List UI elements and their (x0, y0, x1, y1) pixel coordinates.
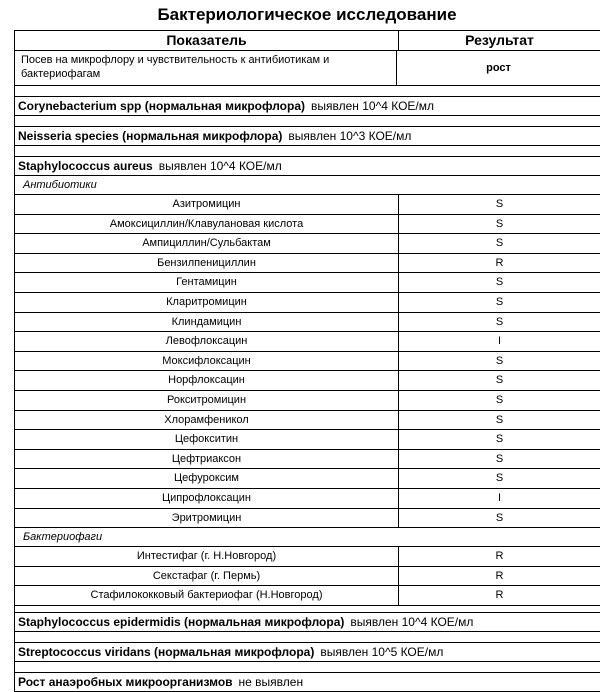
antibiotic-row-name: Азитромицин (14, 195, 399, 214)
antibiotic-row-name: Цефтриаксон (14, 450, 399, 469)
organism-row (14, 96, 600, 116)
antibiotic-row (14, 469, 600, 489)
phage-row-name: Секстафаг (г. Пермь) (14, 567, 399, 586)
antibiotic-row (14, 489, 600, 509)
organism-result: выявлен 10^5 КОЕ/мл (320, 644, 444, 659)
spacer (14, 632, 600, 642)
organism-row (14, 126, 600, 146)
antibiotic-row (14, 352, 600, 372)
antibiotic-row (14, 215, 600, 235)
organism-name: Corynebacterium spp (нормальная микрофлора) (18, 99, 306, 113)
spacer (14, 662, 600, 672)
phage-row (14, 547, 600, 567)
antibiotic-row (14, 430, 600, 450)
organism-row (14, 612, 600, 632)
antibiotic-row-value: S (495, 413, 504, 426)
organism-result: не выявлен (238, 674, 304, 689)
antibiotic-row-name: Гентамицин (14, 273, 399, 292)
antibiotics-section-label: Антибиотики (14, 176, 600, 195)
antibiotic-row-name: Эритромицин (14, 509, 399, 528)
antibiotic-row (14, 313, 600, 333)
antibiotic-row-value: S (495, 452, 504, 465)
header-result: Результат (465, 32, 534, 48)
organism-result: выявлен 10^3 КОЕ/мл (288, 129, 412, 143)
antibiotic-row (14, 293, 600, 313)
organism-name: Staphylococcus aureus (18, 159, 153, 173)
antibiotic-row-name: Бензилпенициллин (14, 254, 399, 273)
organism-row (14, 672, 600, 692)
header-indicator: Показатель (14, 31, 399, 50)
antibiotic-row-value: S (495, 295, 504, 308)
antibiotic-row-value: I (497, 491, 502, 504)
organism-result: выявлен 10^4 КОЕ/мл (311, 99, 435, 113)
antibiotic-row-value: S (495, 393, 504, 406)
antibiotic-row-name: Левофлоксацин (14, 332, 399, 351)
spacer (14, 146, 600, 156)
antibiotic-row (14, 391, 600, 411)
antibiotic-row-name: Кларитромицин (14, 293, 399, 312)
organism-result: выявлен 10^4 КОЕ/мл (350, 614, 474, 629)
organism-row (14, 156, 600, 176)
antibiotic-row-value: S (495, 433, 504, 446)
organism-row (14, 642, 600, 662)
phage-row (14, 567, 600, 587)
phage-row-value: R (495, 589, 504, 602)
table-header (14, 31, 600, 51)
phages-section-label: Бактериофаги (14, 528, 600, 547)
antibiotic-row-name: Ципрофлоксацин (14, 489, 399, 508)
antibiotic-row (14, 371, 600, 391)
antibiotic-row-value: S (495, 237, 504, 250)
antibiotic-row-value: S (495, 198, 504, 210)
antibiotic-row (14, 509, 600, 529)
antibiotic-row-name: Хлорамфеникол (14, 411, 399, 430)
culture-row (14, 51, 600, 86)
antibiotics-table (14, 195, 600, 528)
phage-row (14, 586, 600, 606)
phage-row-name: Интестифаг (г. Н.Новгород) (14, 547, 399, 566)
culture-value: рост (486, 62, 511, 74)
antibiotic-row-name: Цефокситин (14, 430, 399, 449)
antibiotic-row-name: Норфлоксацин (14, 371, 399, 390)
organism-name: Рост анаэробных микроорганизмов (18, 674, 233, 689)
antibiotic-row-value: S (495, 315, 504, 328)
phage-row-value: R (495, 569, 504, 582)
organism-name: Streptococcus viridans (нормальная микрофлора) (18, 644, 315, 659)
antibiotic-row-name: Цефуроксим (14, 469, 399, 488)
organism-result: выявлен 10^4 КОЕ/мл (158, 159, 282, 173)
report-title: Бактериологическое исследование (14, 0, 600, 31)
antibiotic-row-value: I (497, 335, 502, 348)
antibiotic-row-value: S (495, 511, 504, 524)
spacer (14, 86, 600, 96)
antibiotic-row (14, 450, 600, 470)
spacer (14, 116, 600, 126)
antibiotic-row-value: S (495, 217, 504, 230)
phages-table (14, 547, 600, 606)
antibiotic-row (14, 332, 600, 352)
antibiotic-row-value: S (495, 472, 504, 485)
antibiotic-row-value: S (495, 354, 504, 367)
antibiotic-row-name: Рокситромицин (14, 391, 399, 410)
phage-row-value: R (495, 550, 504, 563)
report-page (14, 0, 600, 692)
antibiotic-row-name: Ампициллин/Сульбактам (14, 234, 399, 253)
antibiotic-row (14, 273, 600, 293)
antibiotic-row-name: Амоксициллин/Клавулановая кислота (14, 215, 399, 234)
phage-row-name: Стафилококковый бактериофаг (Н.Новгород) (14, 586, 399, 605)
antibiotic-row (14, 411, 600, 431)
antibiotic-row (14, 195, 600, 215)
organism-name: Neisseria species (нормальная микрофлора) (18, 129, 283, 143)
antibiotic-row-name: Моксифлоксацин (14, 352, 399, 371)
antibiotic-row-value: R (495, 256, 504, 269)
antibiotic-row-name: Клиндамицин (14, 313, 399, 332)
culture-label: Посев на микрофлору и чувствительность к антибиотикам и бактериофагам (14, 51, 397, 85)
antibiotic-row-value: S (495, 276, 504, 289)
antibiotic-row (14, 254, 600, 274)
organism-name: Staphylococcus epidermidis (нормальная микрофлора) (18, 614, 345, 629)
antibiotic-row (14, 234, 600, 254)
antibiotic-row-value: S (495, 374, 504, 387)
